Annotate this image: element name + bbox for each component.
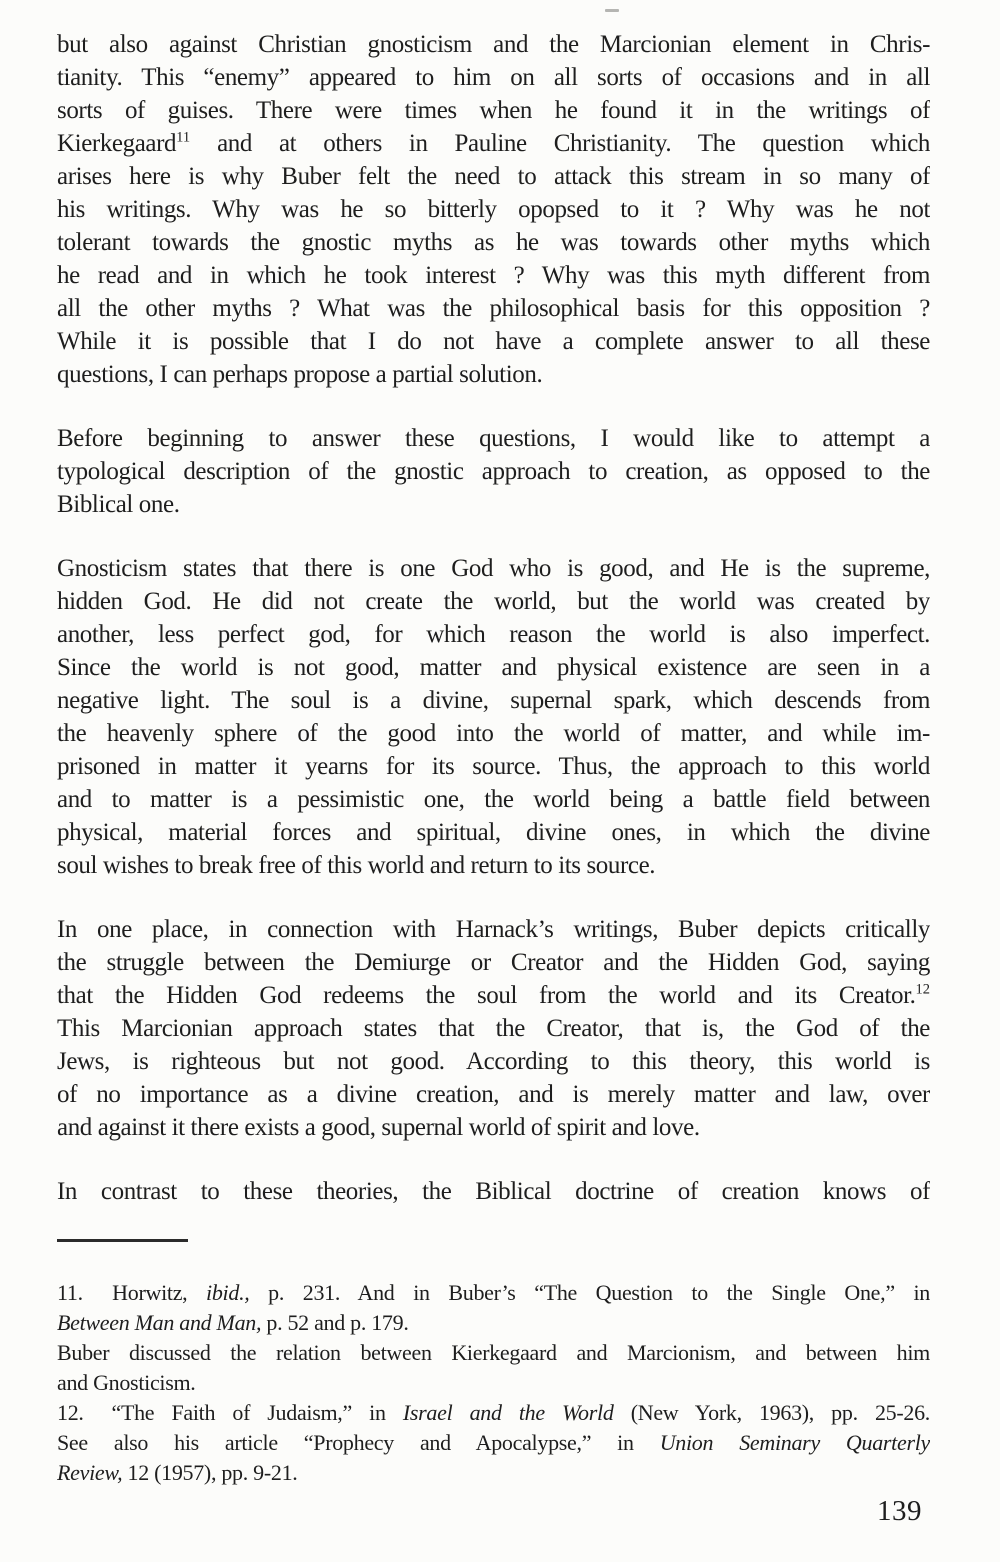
scan-artifact-dash bbox=[605, 9, 619, 12]
text-line: he read and in which he took interest ? Why was this myth different from bbox=[57, 262, 930, 289]
text-line: This Marcionian approach states that the Creator, that is, the God of the bbox=[57, 1015, 930, 1042]
text-line: all the other myths ? What was the philosophical basis for this opposition ? bbox=[57, 295, 930, 322]
text-line: tolerant towards the gnostic myths as he was towards other myths which bbox=[57, 229, 930, 256]
text-line: Kierkegaard$^{11}$ and at others in Pauline Christianity. The question which bbox=[57, 129, 930, 157]
footnote-11 bbox=[57, 1278, 930, 1398]
text-line: that the Hidden God redeems the soul from the world and its Creator.$^{12}$ bbox=[57, 981, 930, 1009]
text-line: the struggle between the Demiurge or Creator and the Hidden God, saying bbox=[57, 949, 930, 976]
text-line: another, less perfect god, for which reason the world is also imperfect. bbox=[57, 621, 930, 648]
text-line: negative light. The soul is a divine, supernal spark, which descends from bbox=[57, 687, 930, 714]
text-line: Gnosticism states that there is one God who is good, and He is the supreme, bbox=[57, 555, 930, 582]
text-line: typological description of the gnostic approach to creation, as opposed to the bbox=[57, 458, 930, 485]
footnote-separator bbox=[57, 1239, 188, 1242]
footnote-line: Between Man and Man, p. 52 and p. 179. bbox=[57, 1310, 409, 1335]
text-line: Since the world is not good, matter and physical existence are seen in a bbox=[57, 654, 930, 681]
text-line: tianity. This “enemy” appeared to him on all sorts of occasions and in all bbox=[57, 64, 930, 91]
text-line: Biblical one. bbox=[57, 491, 180, 518]
page-content bbox=[57, 28, 930, 1488]
text-line: of no importance as a divine creation, and is merely matter and law, over bbox=[57, 1081, 930, 1108]
page-number: 139 bbox=[877, 1495, 922, 1527]
text-line: While it is possible that I do not have a complete answer to all these bbox=[57, 328, 930, 355]
text-line: and against it there exists a good, supernal world of spirit and love. bbox=[57, 1114, 700, 1141]
text-line: soul wishes to break free of this world and return to its source. bbox=[57, 852, 656, 879]
text-line: Jews, is righteous but not good. According to this theory, this world is bbox=[57, 1048, 930, 1075]
footnotes bbox=[57, 1278, 930, 1488]
footnote-line: Review, 12 (1957), pp. 9-21. bbox=[57, 1460, 298, 1485]
footnote-reference: 12 bbox=[915, 981, 930, 998]
paragraph-3 bbox=[57, 552, 930, 882]
text-line: questions, I can perhaps propose a partial solution. bbox=[57, 361, 543, 388]
paragraph-4 bbox=[57, 913, 930, 1144]
paragraph-5 bbox=[57, 1175, 930, 1208]
text-line: the heavenly sphere of the good into the world of matter, and while im- bbox=[57, 720, 930, 747]
text-line: sorts of guises. There were times when he found it in the writings of bbox=[57, 97, 930, 124]
footnote-reference: 11 bbox=[176, 129, 191, 146]
paragraph-1 bbox=[57, 28, 930, 391]
text-line: Before beginning to answer these questions, I would like to attempt a bbox=[57, 425, 930, 452]
footnote-line: 12. “The Faith of Judaism,” in Israel and the World (New York, 1963), pp. 25-26. bbox=[57, 1400, 930, 1425]
text-line: his writings. Why was he so bitterly opopsed to it ? Why was he not bbox=[57, 196, 930, 223]
footnote-line: and Gnosticism. bbox=[57, 1370, 196, 1395]
text-line: physical, material forces and spiritual, divine ones, in which the divine bbox=[57, 819, 930, 846]
footnote-12 bbox=[57, 1398, 930, 1488]
paragraph-2 bbox=[57, 422, 930, 521]
text-line: but also against Christian gnosticism and the Marcionian element in Chris- bbox=[57, 31, 930, 58]
text-line: arises here is why Buber felt the need to attack this stream in so many of bbox=[57, 163, 930, 190]
text-line: and to matter is a pessimistic one, the world being a battle field between bbox=[57, 786, 930, 813]
text-line: In contrast to these theories, the Biblical doctrine of creation knows of bbox=[57, 1178, 930, 1205]
footnote-line: Buber discussed the relation between Kierkegaard and Marcionism, and between him bbox=[57, 1340, 930, 1365]
text-line: prisoned in matter it yearns for its source. Thus, the approach to this world bbox=[57, 753, 930, 780]
text-line: hidden God. He did not create the world, but the world was created by bbox=[57, 588, 930, 615]
footnote-line: 11. Horwitz, ibid., p. 231. And in Buber’s “The Question to the Single One,” in bbox=[57, 1280, 930, 1305]
body-text bbox=[57, 28, 930, 1208]
text-line: In one place, in connection with Harnack’s writings, Buber depicts critically bbox=[57, 916, 930, 943]
footnote-line: See also his article “Prophecy and Apocalypse,” in Union Seminary Quarterly bbox=[57, 1430, 930, 1455]
